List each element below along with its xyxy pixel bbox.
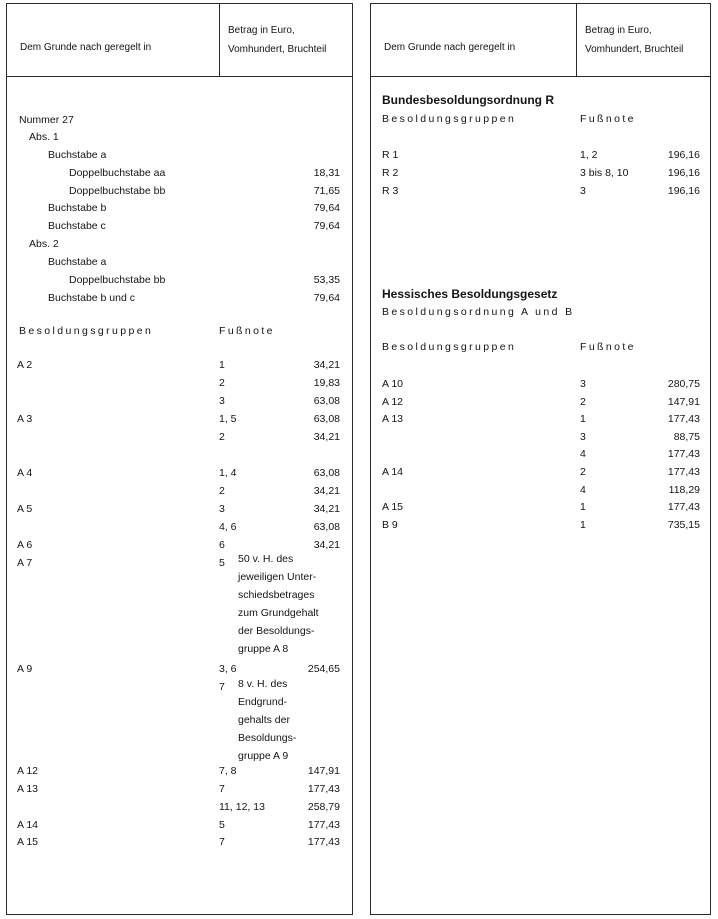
header-left-label: Dem Grunde nach geregelt in — [20, 42, 152, 53]
header-right-line1: Betrag in Euro, — [228, 25, 295, 36]
column-header-gruppen: Besoldungsgruppen — [382, 341, 517, 353]
row-fussnote: 4 — [580, 484, 586, 496]
row-gruppe: A 6 — [17, 539, 33, 551]
note-line: Endgrund- — [238, 696, 288, 708]
row-fussnote: 11, 12, 13 — [219, 801, 265, 813]
row-fussnote: 3 — [219, 395, 225, 407]
column-header-fussnote: Fußnote — [580, 341, 636, 353]
row-fussnote: 1 — [580, 501, 586, 513]
section-title-hessisch: Hessisches Besoldungsgesetz — [382, 287, 558, 301]
note-line: gruppe A 9 — [238, 750, 289, 762]
abs1-label: Abs. 1 — [29, 131, 59, 143]
row-value: 177,43 — [307, 819, 340, 831]
buchstabe-c-value: 79,64 — [313, 220, 340, 232]
note-line: gruppe A 8 — [238, 643, 289, 655]
buchstabe-c-label: Buchstabe c — [48, 220, 106, 232]
buchstabe-b-value: 79,64 — [313, 202, 340, 214]
note-line: der Besoldungs- — [238, 625, 315, 637]
row-gruppe: A 12 — [382, 396, 404, 408]
note-a7 — [238, 550, 319, 658]
row-value: 258,79 — [307, 801, 340, 813]
row-value: 196,16 — [667, 185, 700, 197]
row-value: 63,08 — [313, 395, 340, 407]
nummer-label: Nummer 27 — [19, 114, 74, 126]
left-table-panel — [6, 3, 353, 915]
doppelbuchstabe-bb-label: Doppelbuchstabe bb — [69, 185, 166, 197]
doppelbuchstabe-bb2-value: 53,35 — [313, 274, 340, 286]
row-value: 63,08 — [313, 467, 340, 479]
row-gruppe: A 12 — [17, 765, 39, 777]
doppelbuchstabe-aa-label: Doppelbuchstabe aa — [69, 167, 166, 179]
row-fussnote: 2 — [219, 431, 225, 443]
row-gruppe: A 7 — [17, 557, 33, 569]
row-gruppe: A 3 — [17, 413, 33, 425]
row-fussnote: 4 — [580, 448, 586, 460]
row-gruppe: A 14 — [382, 466, 404, 478]
row-fussnote: 2 — [580, 396, 586, 408]
row-value: 34,21 — [313, 359, 340, 371]
row-value: 63,08 — [313, 521, 340, 533]
header-right-line2: Vomhundert, Bruchteil — [585, 44, 684, 55]
doppelbuchstabe-bb-value: 71,65 — [313, 185, 340, 197]
row-fussnote: 7 — [219, 783, 225, 795]
row-fussnote: 1, 2 — [580, 149, 598, 161]
buchstabe-a2-label: Buchstabe a — [48, 256, 107, 268]
doppelbuchstabe-bb2-label: Doppelbuchstabe bb — [69, 274, 166, 286]
right-table-panel — [370, 3, 711, 915]
table-header — [7, 4, 352, 77]
row-value: 34,21 — [313, 485, 340, 497]
row-gruppe: A 2 — [17, 359, 33, 371]
row-gruppe: B 9 — [382, 519, 398, 531]
note-line: jeweiligen Unter- — [238, 571, 317, 583]
doppelbuchstabe-aa-value: 18,31 — [313, 167, 340, 179]
row-value: 34,21 — [313, 431, 340, 443]
row-value: 177,43 — [667, 448, 700, 460]
row-value: 118,29 — [668, 484, 700, 496]
buchstabe-bc-label: Buchstabe b und c — [48, 292, 135, 304]
note-line: 8 v. H. des — [238, 678, 288, 690]
note-line: zum Grundgehalt — [238, 607, 319, 619]
row-gruppe: A 15 — [17, 836, 39, 848]
row-value: 19,83 — [313, 377, 340, 389]
row-gruppe: A 4 — [17, 467, 33, 479]
row-gruppe: A 14 — [17, 819, 39, 831]
row-value: 63,08 — [313, 413, 340, 425]
row-gruppe: R 3 — [382, 185, 399, 197]
row-fussnote: 5 — [219, 819, 225, 831]
row-fussnote: 7, 8 — [219, 765, 237, 777]
buchstabe-a-label: Buchstabe a — [48, 149, 107, 161]
row-fussnote: 7 — [219, 836, 225, 848]
row-fussnote: 1 — [219, 359, 225, 371]
row-gruppe: A 13 — [382, 413, 404, 425]
note-line: Besoldungs- — [238, 732, 297, 744]
column-header-gruppen: Besoldungsgruppen — [19, 325, 154, 337]
row-fussnote: 3, 6 — [219, 663, 237, 675]
buchstabe-b-label: Buchstabe b — [48, 202, 107, 214]
header-left-label: Dem Grunde nach geregelt in — [384, 42, 516, 53]
header-divider — [576, 4, 577, 76]
header-divider — [219, 4, 220, 76]
row-value: 34,21 — [313, 503, 340, 515]
row-value: 196,16 — [667, 167, 700, 179]
row-fussnote: 2 — [219, 485, 225, 497]
row-fussnote: 6 — [219, 539, 225, 551]
row-gruppe: A 5 — [17, 503, 33, 515]
row-value: 177,43 — [307, 783, 340, 795]
row-gruppe: R 1 — [382, 149, 399, 161]
header-right-label — [228, 21, 326, 59]
row-value: 177,43 — [667, 466, 700, 478]
row-fussnote: 2 — [580, 466, 586, 478]
row-value: 147,91 — [307, 765, 340, 777]
column-header-fussnote: Fußnote — [219, 325, 275, 337]
row-fussnote: 3 bis 8, 10 — [580, 167, 629, 179]
row-fussnote: 7 — [219, 681, 225, 693]
row-value: 735,15 — [667, 519, 700, 531]
row-fussnote: 3 — [219, 503, 225, 515]
row-fussnote: 1 — [580, 413, 586, 425]
section-title-bundesbesoldung: Bundesbesoldungsordnung R — [382, 93, 554, 107]
row-gruppe: A 13 — [17, 783, 39, 795]
note-a9 — [238, 675, 296, 765]
row-value: 34,21 — [313, 539, 340, 551]
row-value: 254,65 — [307, 663, 340, 675]
note-line: 50 v. H. des — [238, 553, 294, 565]
row-fussnote: 1, 4 — [219, 467, 237, 479]
row-gruppe: R 2 — [382, 167, 399, 179]
row-value: 177,43 — [667, 501, 700, 513]
row-value: 147,91 — [667, 396, 700, 408]
note-line: gehalts der — [238, 714, 290, 726]
buchstabe-bc-value: 79,64 — [313, 292, 340, 304]
row-fussnote: 4, 6 — [219, 521, 237, 533]
row-fussnote: 2 — [219, 377, 225, 389]
row-gruppe: A 9 — [17, 663, 33, 675]
row-fussnote: 1 — [580, 519, 586, 531]
column-header-gruppen: Besoldungsgruppen — [382, 113, 517, 125]
row-fussnote: 3 — [580, 185, 586, 197]
abs2-label: Abs. 2 — [29, 238, 59, 250]
table-header — [371, 4, 710, 77]
row-gruppe: A 10 — [382, 378, 404, 390]
header-right-line2: Vomhundert, Bruchteil — [228, 44, 327, 55]
row-fussnote: 3 — [580, 378, 586, 390]
section-subtitle: Besoldungsordnung A und B — [382, 306, 575, 318]
column-header-fussnote: Fußnote — [580, 113, 636, 125]
row-value: 196,16 — [667, 149, 700, 161]
header-right-label — [585, 21, 683, 59]
row-value: 280,75 — [667, 378, 700, 390]
row-value: 177,43 — [667, 413, 700, 425]
row-gruppe: A 15 — [382, 501, 404, 513]
row-fussnote: 5 — [219, 557, 225, 569]
row-fussnote: 3 — [580, 431, 586, 443]
note-line: schiedsbetrages — [238, 589, 315, 601]
row-value: 177,43 — [307, 836, 340, 848]
row-value: 88,75 — [673, 431, 700, 443]
row-fussnote: 1, 5 — [219, 413, 237, 425]
header-right-line1: Betrag in Euro, — [585, 25, 652, 36]
